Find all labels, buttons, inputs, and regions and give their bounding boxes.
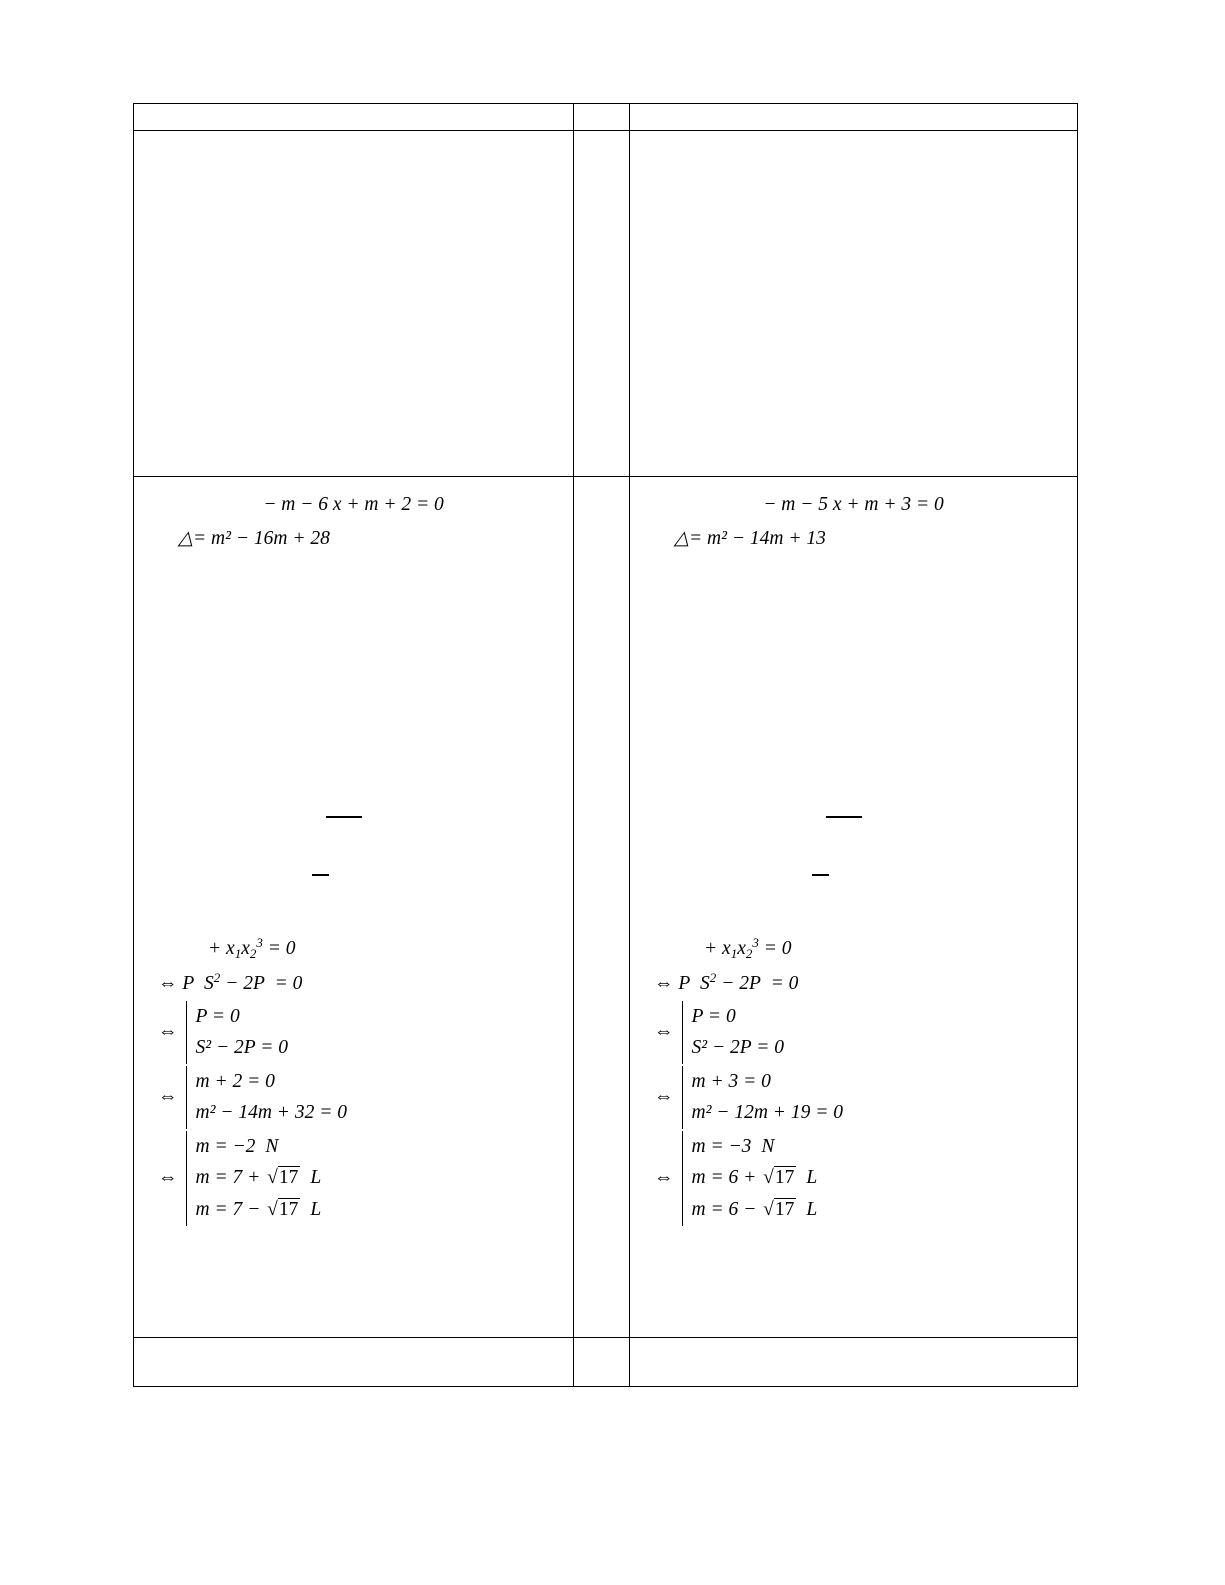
left-spacer-mid: [148, 818, 559, 874]
right-system-3: [644, 1131, 1063, 1226]
left-root-2-note: L: [310, 1167, 322, 1189]
footer-middle-text: [574, 1338, 629, 1356]
left-discriminant: △= m² − 16m + 28: [178, 527, 330, 549]
left-system-3: [148, 1131, 559, 1226]
left-root-2-radicand: 17: [278, 1167, 299, 1189]
left-system-2-line-2: m² − 14m + 32 = 0: [195, 1102, 347, 1124]
right-cubes-text: + $x_1x_2^3 = 0$: [704, 935, 792, 961]
right-root-2-radicand: 17: [774, 1167, 795, 1189]
left-system-1: [148, 1001, 559, 1064]
header-cell-left: [134, 104, 574, 131]
right-iff-symbol-1: ⇔: [654, 1021, 674, 1043]
right-bracket-1: [682, 1001, 784, 1064]
right-system-1: [644, 1001, 1063, 1064]
left-root-3-radicand: 17: [278, 1198, 299, 1220]
footer-cell-right: [630, 1338, 1078, 1387]
table-row-footer: [134, 1338, 1078, 1387]
table-row-header: [134, 104, 1078, 131]
left-root-3-radical: √17: [267, 1198, 299, 1220]
blank-cell-middle: [574, 131, 630, 477]
blank-cell-right: [630, 131, 1078, 477]
left-system-1-line-1: P = 0: [195, 1005, 240, 1027]
right-system-3-line-1: [692, 1131, 818, 1163]
right-cubes-expression: [644, 936, 1063, 971]
right-root-3-radical: √17: [763, 1198, 795, 1220]
footer-cell-left: [134, 1338, 574, 1387]
right-root-1-note: N: [761, 1135, 775, 1157]
footer-right-text: [630, 1338, 1077, 1356]
left-bracket-3: [186, 1131, 322, 1226]
left-system-1-line-2: S² − 2P = 0: [195, 1037, 288, 1059]
footer-cell-middle: [574, 1338, 630, 1387]
right-long-dash-mark: [826, 816, 862, 818]
blank-middle-text: [574, 131, 629, 149]
left-equation-top: − m − 6 x + m + 2 = 0: [263, 494, 444, 515]
right-iff-p-line: ⇔ P $S^2 - 2P = 0$: [654, 970, 799, 994]
left-cubes-text: + $x_1x_2^3 = 0$: [208, 935, 296, 961]
right-root-2-note: L: [806, 1167, 818, 1189]
right-root-1-value: m = −3: [691, 1135, 752, 1157]
blank-cell-left: [134, 131, 574, 477]
right-equation-top: − m − 5 x + m + 3 = 0: [763, 494, 944, 515]
right-bracket-2: [682, 1066, 844, 1129]
right-iff-symbol-2: ⇔: [654, 1086, 674, 1108]
left-iff-symbol-1: ⇔: [158, 1021, 178, 1043]
solution-cell-right: [630, 477, 1078, 1338]
solution-table: [133, 103, 1078, 1387]
solution-cell-middle: [574, 477, 630, 1338]
left-system-2: [148, 1066, 559, 1129]
right-spacer-mid: [644, 818, 1063, 874]
right-short-dash-mark: [812, 874, 829, 876]
right-system-3-line-2: [692, 1162, 818, 1194]
left-root-1-value: m = −2: [195, 1135, 256, 1157]
right-root-3-radicand: 17: [774, 1198, 795, 1220]
left-root-1-note: N: [265, 1135, 279, 1157]
left-iff-symbol-3: ⇔: [158, 1167, 178, 1189]
right-system-3-line-3: [692, 1194, 818, 1226]
right-root-2-radical: √17: [763, 1167, 795, 1189]
left-bracket-1: [186, 1001, 288, 1064]
right-system-1-line-1: P = 0: [691, 1005, 736, 1027]
left-iff-p-line: ⇔ P $S^2 - 2P = 0$: [158, 970, 303, 994]
left-long-dash-mark: [326, 816, 362, 818]
left-root-3-note: L: [310, 1198, 322, 1220]
left-system-3-line-2: [196, 1162, 322, 1194]
left-system-3-line-3: [196, 1194, 322, 1226]
right-spacer-upper: [644, 554, 1063, 816]
left-short-dash-mark: [312, 874, 329, 876]
right-system-2-line-2: m² − 12m + 19 = 0: [691, 1102, 843, 1124]
left-cubes-expression: [148, 936, 559, 971]
left-root-2-prefix: m = 7 +: [195, 1167, 261, 1189]
right-root-3-prefix: m = 6 −: [691, 1198, 757, 1220]
right-bracket-3: [682, 1131, 818, 1226]
blank-left-text: [134, 131, 573, 149]
left-root-2-radical: √17: [267, 1167, 299, 1189]
table-row-solutions: [134, 477, 1078, 1338]
right-system-2: [644, 1066, 1063, 1129]
right-system-1-line-2: S² − 2P = 0: [691, 1037, 784, 1059]
left-root-3-prefix: m = 7 −: [195, 1198, 261, 1220]
header-cell-right: [630, 104, 1078, 131]
right-spacer-lower: [644, 876, 1063, 936]
left-bracket-2: [186, 1066, 348, 1129]
header-left-text: [134, 104, 573, 122]
left-solution-body: [134, 477, 573, 1238]
right-root-2-prefix: m = 6 +: [691, 1167, 757, 1189]
middle-spacer-cell: [574, 477, 629, 495]
left-system-3-line-1: [196, 1131, 322, 1163]
right-solution-body: [630, 477, 1077, 1238]
left-spacer-lower: [148, 876, 559, 936]
left-system-2-line-1: m + 2 = 0: [195, 1070, 275, 1092]
right-discriminant: △= m² − 14m + 13: [674, 527, 826, 549]
left-spacer-upper: [148, 554, 559, 816]
blank-right-text: [630, 131, 1077, 149]
header-middle-text: [574, 104, 629, 122]
right-iff-symbol-3: ⇔: [654, 1167, 674, 1189]
table-row-blank: [134, 131, 1078, 477]
right-root-3-note: L: [806, 1198, 818, 1220]
right-system-2-line-1: m + 3 = 0: [691, 1070, 771, 1092]
header-cell-middle: [574, 104, 630, 131]
left-iff-symbol-2: ⇔: [158, 1086, 178, 1108]
solution-cell-left: [134, 477, 574, 1338]
footer-left-text: [134, 1338, 573, 1356]
header-right-text: [630, 104, 1077, 122]
